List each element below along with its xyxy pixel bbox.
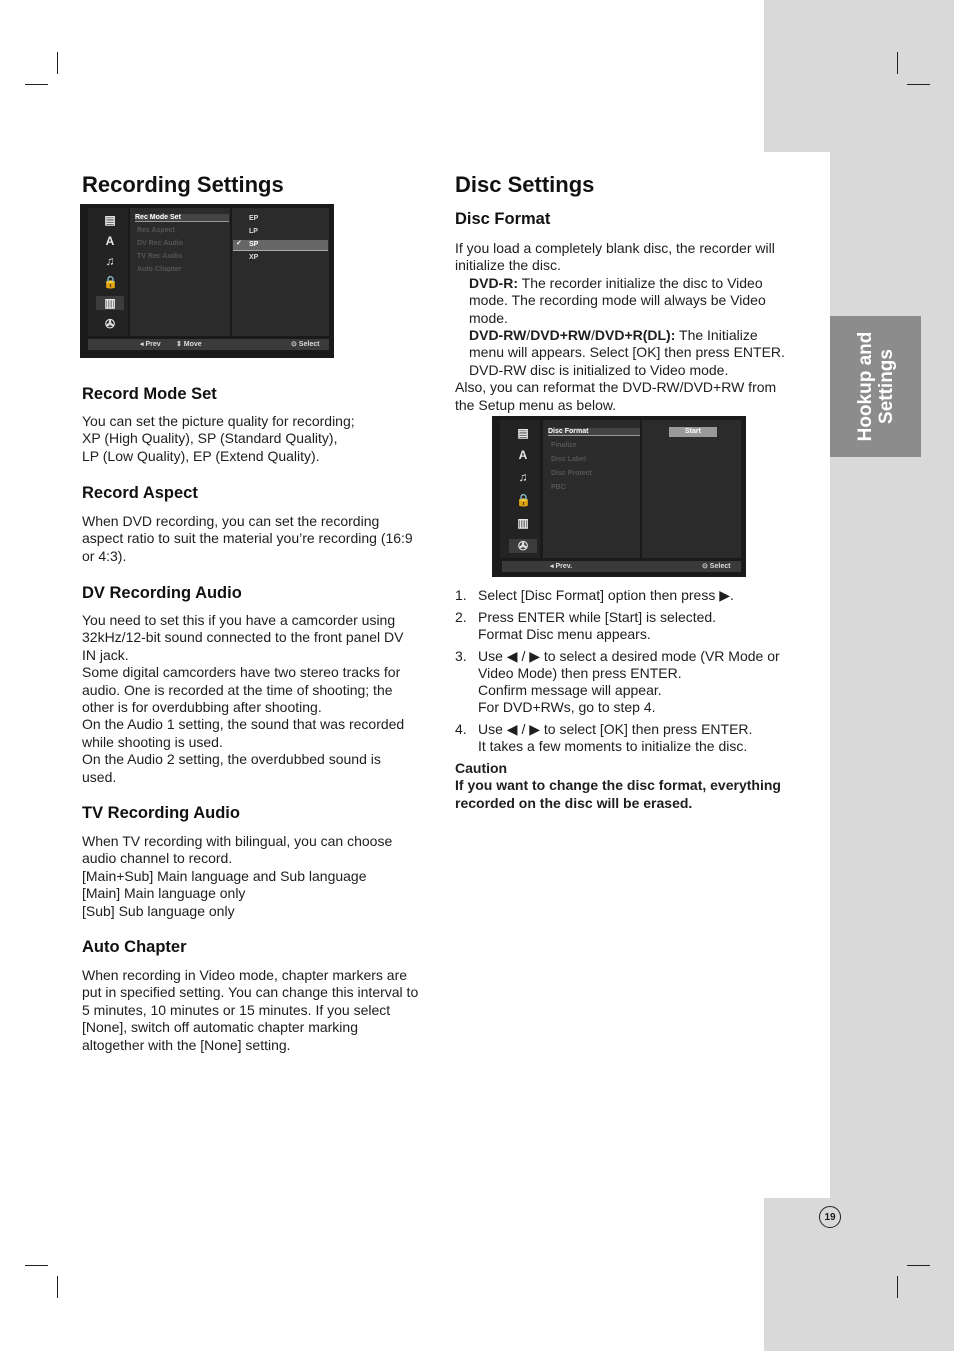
crop-mark — [57, 52, 58, 74]
film-icon: ▥ — [517, 516, 529, 530]
menu-footer-bar — [88, 339, 329, 350]
disc-menu-screenshot — [492, 416, 746, 577]
menu-value-selected — [233, 240, 328, 251]
recording-menu-screenshot — [80, 204, 334, 358]
disc-settings-title: Disc Settings — [455, 172, 595, 197]
section-heading: TV Recording Audio — [82, 804, 240, 822]
select-hint: ⊙ Select — [291, 341, 320, 348]
section-body: When recording in Video mode, chapter markers are put in specified setting. You can change this interval to 5 minutes, 10 minutes or 15 minutes. If you select [None], switch off automatic chapter marking altogether with the [None] setting. — [82, 967, 419, 1053]
crop-mark — [907, 84, 930, 85]
language-icon: A — [518, 448, 528, 462]
crop-mark — [907, 1265, 930, 1266]
list-item: 4. Use ◀ / ▶ to select [OK] then press ENTER. It takes a few moments to initialize the disc. — [455, 721, 753, 754]
menu-option: Auto Chapter — [137, 266, 182, 273]
start-button: Start — [669, 427, 717, 437]
crop-mark — [897, 1276, 898, 1298]
check-icon: ✓ — [236, 240, 242, 247]
menu-option: DV Rec Audio — [137, 240, 184, 247]
disc-settings-icon: ✇ — [509, 539, 537, 553]
crop-mark — [25, 1265, 48, 1266]
side-panel-top — [764, 0, 954, 152]
list-item: 2. Press ENTER while [Start] is selected. Format Disc menu appears. — [455, 609, 717, 642]
disc-settings-icon: ✇ — [104, 317, 116, 331]
menu-option: TV Rec Audio — [137, 253, 183, 260]
section-heading: DV Recording Audio — [82, 584, 242, 602]
disc-icon: ▤ — [104, 213, 116, 227]
menu-footer-bar — [502, 561, 741, 572]
audio-icon: ♫ — [105, 254, 115, 268]
side-panel-bottom — [764, 1198, 954, 1351]
language-icon: A — [105, 234, 115, 248]
tab-label-line1: Hookup and — [854, 331, 876, 442]
menu-option: Disc Format — [548, 428, 640, 436]
disc-format-intro: If you load a completely blank disc, the recorder will initialize the disc. DVD-R: The recorder initialize the disc to Video mode. The recording mode will always be Video mode. DVD-RW/DVD+RW/DVD+R(DL): The Initialize menu will appears. Select [OK] then press ENTER. DVD-RW disc is initialized to Video mode. Also, you can reformat the DVD-RW/DVD+RW from the Setup menu as below. — [455, 240, 785, 413]
prev-hint: ◂ Prev — [140, 341, 161, 348]
menu-value: SP — [249, 241, 259, 248]
film-icon: ▥ — [96, 296, 124, 310]
tab-label-line2: Settings — [875, 349, 897, 424]
disc-icon: ▤ — [517, 426, 529, 440]
list-item: 3. Use ◀ / ▶ to select a desired mode (VR Mode or Video Mode) then press ENTER. Confirm message will appear. For DVD+RWs, go to step 4. — [455, 648, 780, 715]
crop-mark — [25, 84, 48, 85]
menu-option: Rec Aspect — [137, 227, 175, 234]
menu-option: PBC — [551, 484, 566, 491]
lock-icon: 🔒 — [103, 275, 118, 289]
section-body: You need to set this if you have a camcorder using 32kHz/12-bit sound connected to the front panel DV IN jack. Some digital camcorders have two stereo tracks for audio. One is recorded at the time of shooting; the other is for overdubbing after shooting. On the Audio 1 setting, the sound that was recorded while shooting is used. On the Audio 2 setting, the overdubbed sound is used. — [82, 612, 405, 785]
caution-block: Caution If you want to change the disc format, everything recorded on the disc will be erased. — [455, 760, 781, 811]
recording-settings-title: Recording Settings — [82, 172, 284, 197]
move-hint: ⇕ Move — [176, 341, 202, 348]
section-heading: Record Aspect — [82, 484, 198, 502]
section-body: When TV recording with bilingual, you can choose audio channel to record. [Main+Sub] Main language and Sub language [Main] Main language only [Sub] Sub language only — [82, 833, 393, 919]
menu-option: Rec Mode Set — [135, 214, 229, 222]
list-item: 1. Select [Disc Format] option then press ▶. — [455, 587, 734, 603]
caution-title: Caution — [455, 760, 508, 776]
section-tab — [830, 316, 921, 457]
section-heading: Record Mode Set — [82, 385, 217, 403]
side-panel — [830, 152, 954, 1198]
crop-mark — [897, 52, 898, 74]
lock-icon: 🔒 — [516, 493, 531, 507]
menu-option: Finalize — [551, 442, 577, 449]
menu-option: Disc Protect — [551, 470, 592, 477]
menu-value: LP — [249, 228, 258, 235]
menu-value: EP — [249, 215, 259, 222]
menu-value: XP — [249, 254, 259, 261]
prev-hint: ◂ Prev. — [550, 563, 573, 570]
format-steps — [455, 587, 805, 760]
disc-format-heading: Disc Format — [455, 210, 551, 228]
audio-icon: ♫ — [518, 470, 528, 484]
crop-mark — [57, 1276, 58, 1298]
section-heading: Auto Chapter — [82, 938, 187, 956]
page-number: 19 — [819, 1206, 841, 1228]
section-body: You can set the picture quality for recording; XP (High Quality), SP (Standard Quality), LP (Low Quality), EP (Extend Quality). — [82, 413, 355, 464]
menu-option: Disc Label — [551, 456, 587, 463]
section-body: When DVD recording, you can set the recording aspect ratio to suit the material you’re recording (16:9 or 4:3). — [82, 513, 413, 564]
select-hint: ⊙ Select — [702, 563, 731, 570]
